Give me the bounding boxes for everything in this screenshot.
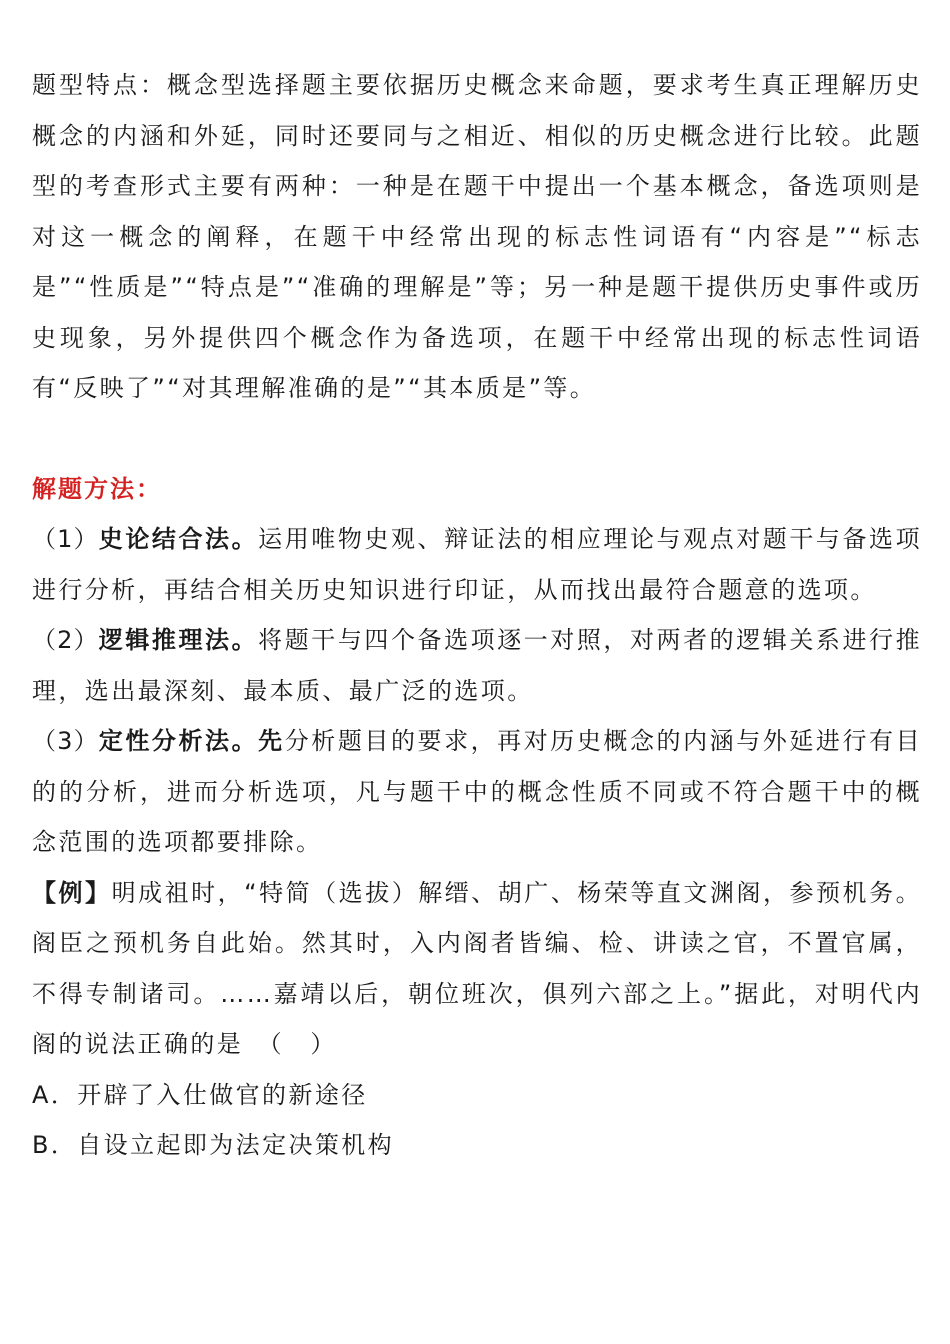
option-b <box>32 1120 922 1171</box>
option-text: 开辟了入仕做官的新途径 <box>77 1080 368 1109</box>
methods-title: 解题方法： <box>32 474 162 503</box>
method-number: （3） <box>32 727 99 755</box>
example-text: 明成祖时，“特简（选拔）解缙、胡广、杨荣等直文渊阁，参预机务。阁臣之预机务自此始。然其时，入内阁者皆编、检、讲读之官，不置官属，不得专制诸司。……嘉靖以后，朝位班次，俱列六部之上。”据此，对明代内阁的说法正确的是 （ ） <box>32 878 922 1058</box>
method-number: （2） <box>32 626 99 654</box>
intro-text: 题型特点：概念型选择题主要依据历史概念来命题，要求考生真正理解历史概念的内涵和外延，同时还要同与之相近、相似的历史概念进行比较。此题型的考查形式主要有两种：一种是在题干中提出一个基本概念，备选项则是对这一概念的阐释，在题干中经常出现的标志性词语有“内容是”“标志是”“性质是”“特点是”“准确的理解是”等；另一种是题干提供历史事件或历史现象，另外提供四个概念作为备选项，在题干中经常出现的标志性词语有“反映了”“对其理解准确的是”“其本质是”等。 <box>32 71 922 402</box>
method-name: 史论结合法。 <box>98 525 259 553</box>
method-number: （1） <box>32 525 99 553</box>
option-text: 自设立起即为法定决策机构 <box>77 1131 395 1159</box>
option-key: A． <box>32 1080 78 1109</box>
option-a <box>32 1070 922 1121</box>
method-text: 将题干与四个备选项逐一对照，对两者的逻辑关系进行推理，选出最深刻、最本质、最广泛的选项。 <box>32 626 923 705</box>
method-item-2 <box>32 615 922 716</box>
method-name: 定性分析法。先 <box>98 727 285 755</box>
section-spacer <box>32 414 922 464</box>
example-question <box>32 868 922 1070</box>
method-item-3 <box>32 716 922 868</box>
intro-paragraph <box>32 60 922 414</box>
document-page <box>32 60 922 1171</box>
method-text: 分析题目的要求，再对历史概念的内涵与外延进行有目的的分析，进而分析选项，凡与题干中的概念性质不同或不符合题干中的概念范围的选项都要排除。 <box>32 727 922 856</box>
example-label: 【例】 <box>32 878 112 907</box>
method-name: 逻辑推理法。 <box>98 626 259 654</box>
method-item-1 <box>32 514 922 615</box>
method-text: 运用唯物史观、辩证法的相应理论与观点对题干与备选项进行分析，再结合相关历史知识进行印证，从而找出最符合题意的选项。 <box>32 525 923 604</box>
option-key: B． <box>32 1131 78 1159</box>
